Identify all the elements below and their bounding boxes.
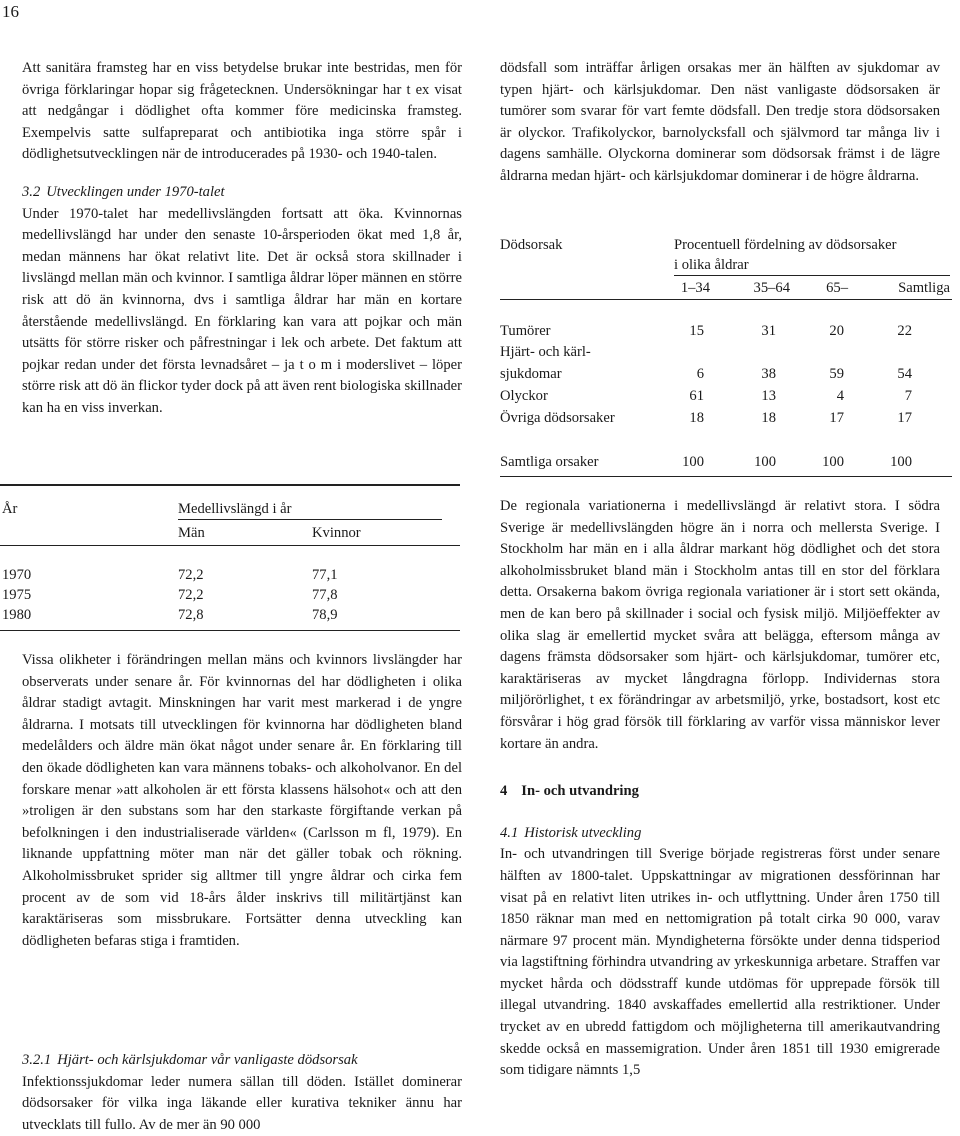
section-title: Historisk utveckling [524, 824, 642, 841]
row-value: 6 [696, 366, 704, 382]
left-column-lower [22, 650, 462, 952]
left-column-bottom [22, 1050, 462, 1136]
row-value: 100 [890, 454, 912, 470]
section-heading-3-2 [22, 182, 462, 204]
row-value: 18 [689, 410, 704, 426]
row-value: 17 [897, 410, 912, 426]
section-heading-4-1 [500, 823, 940, 845]
row-value: 59 [829, 366, 844, 382]
row-value: 4 [836, 388, 844, 404]
right-column [500, 58, 940, 188]
row-men: 72,2 [178, 567, 204, 583]
row-women: 77,8 [312, 587, 338, 603]
row-value: 22 [897, 323, 912, 339]
row-value: 7 [904, 388, 912, 404]
row-cause: Tumörer [500, 323, 551, 339]
section-title: Utvecklingen under 1970-talet [46, 183, 225, 200]
section-heading-3-2-1 [22, 1050, 462, 1072]
row-cause: Övriga dödsorsaker [500, 410, 615, 426]
table-top-rule [0, 484, 460, 486]
page-number: 16 [2, 2, 19, 21]
row-value: 17 [829, 410, 844, 426]
row-men: 72,8 [178, 607, 204, 623]
left-column [22, 58, 462, 420]
row-value: 100 [822, 454, 844, 470]
col-header-age: 65– [826, 280, 848, 296]
row-value: 15 [689, 323, 704, 339]
left-paragraph-2: Under 1970-talet har medellivslängden fortsatt att öka. Kvinnornas medellivslängd har under den senaste 10-årsperioden ökat med 1,8 år, medan männens har ökat relativt lite. Det är också stora skillnader i livslängd mellan män och kvinnor. I samtliga åldrar löper männen en större risk att dö än kvinnorna, dvs i samtliga åldrar har män en kortare återstående medellivslängd. En förklaring kan vara att pojkar och män utsätts för större risker och påfrestningar i lek och arbete. Det faktum att pojkar redan under det första levnadsåret – ja t o m i moderslivet – löper större risk att dö än flickor tyder dock på att även rent biologiska skillnader kan ha en viss inverkan. [22, 205, 462, 416]
row-women: 77,1 [312, 567, 338, 583]
row-year: 1970 [2, 567, 32, 583]
row-value: 38 [761, 366, 776, 382]
row-value: 100 [754, 454, 776, 470]
table-header-rule [0, 545, 460, 546]
row-value: 31 [761, 323, 776, 339]
col-header-cause: Dödsorsak [500, 237, 563, 253]
table-bottom-rule [500, 476, 952, 477]
table-header-rule [500, 299, 952, 300]
row-cause: Samtliga orsaker [500, 454, 599, 470]
section-title: In- och utvandring [521, 783, 639, 800]
row-cause: sjukdomar [500, 366, 562, 382]
section-number: 4.1 [500, 824, 519, 841]
col-header-total: Samtliga [898, 280, 950, 296]
right-paragraph-1: dödsfall som inträffar årligen orsakas mer än hälften av sjukdomar av typen hjärt- och kärlsjukdomar. Den näst vanligaste dödsorsaken är tumörer som svarar för vart femte dödsfall. Den tredje stora dödsorsaken är olyckor. Trafikolyckor, barnolycksfall och självmord tar många liv i dagens samhälle. Olyckorna dominerar som dödsorsak främst i de lägre åldrarna medan hjärt- och kärlsjukdomar dominerar i de högre åldrarna. [500, 60, 940, 184]
row-value: 13 [761, 388, 776, 404]
row-value: 18 [761, 410, 776, 426]
row-year: 1980 [2, 607, 32, 623]
right-column-lower [500, 496, 940, 1082]
col-header-distribution-line2: i olika åldrar [674, 257, 749, 273]
row-year: 1975 [2, 587, 32, 603]
group-header-rule [674, 275, 950, 276]
left-paragraph-1: Att sanitära framsteg har en viss betydelse brukar inte bestridas, men för övriga förklaringar hopar sig frågetecknen. Undersökningar har t ex visat att nedgångar i dödlighet ofta kommer före medicinska framsteg. Exempelvis satte sulfapreparat och antibiotika inga större spår i dödlighetsutvecklingen när de introducerades på 1930- och 1940-talen. [22, 60, 462, 163]
section-heading-4 [500, 781, 940, 803]
col-header-age: 1–34 [680, 280, 710, 296]
row-women: 78,9 [312, 607, 338, 623]
row-value: 54 [897, 366, 912, 382]
row-men: 72,2 [178, 587, 204, 603]
right-paragraph-2: De regionala variationerna i medellivslängd är relativt stora. I södra Sverige är medellivslängden högre än i norra och mellersta Sverige. I Stockholm har män en i alla åldrar markant hög dödlighet och det stora alkoholmissbruket bland män i Stockholm antas till en stor del förklara detta. Orsakerna bakom övriga regionala variationer är i stort sett okända, men de kan bero på skillnader i social och fysisk miljö. Miljöeffekter av olika slag är emellertid mycket svåra att belägga, eftersom många av dagens främsta dödsorsaker som hjärt- och kärlsjukdomar, tumörer etc, karaktäriseras av mycket långdragna förlopp. Individernas stora miljörörlighet, t ex förändringar av arbetsmiljö, yrke, bostadsort, kost etc försvårar i hög grad försök till förklaring av varför vissa människor lever kortare än andra. [500, 498, 940, 752]
section-title: Hjärt- och kärlsjukdomar vår vanligaste dödsorsak [57, 1052, 358, 1068]
col-header-life-expectancy: Medellivslängd i år [178, 501, 292, 517]
table-bottom-rule [0, 630, 460, 631]
left-paragraph-4: Infektionssjukdomar leder numera sällan till döden. Istället dominerar dödsorsaker för vilka inga läkande eller kurativa tekniker ännu har utvecklats till fullo. Av de mer än 90 000 [22, 1073, 462, 1133]
row-cause: Hjärt- och kärl- [500, 344, 591, 360]
row-value: 100 [682, 454, 704, 470]
section-number: 3.2.1 [22, 1052, 52, 1068]
section-number: 3.2 [22, 183, 41, 200]
right-paragraph-3: In- och utvandringen till Sverige började registreras först under senare hälften av 1800-talet. Uppskattningar av migrationen dessförinnan har visat på en relativt liten utrikes in- och utflyttning. Under åren 1750 till 1850 räknar man med en nettomigration på totalt cirka 90 000, varav närmare 97 procent män. Myndigheterna försökte under denna tidsperiod via lagstiftning förhindra utvandring av yrkeskunniga arbetare. Straffen var mycket hårda och dödsstraff kunde utdömas för upprepade försök till illegal utvandring. 1840 avskaffades emellertid alla restriktioner. Under trycket av en ubredd fattigdom och möjligheterna till amerikautvandring skedde också en massemigration. Under åren 1851 till 1930 emigrerade som tidigare nämnts 1,5 [500, 846, 940, 1079]
col-header-men: Män [178, 525, 205, 541]
group-header-rule [178, 519, 442, 520]
col-header-distribution: Procentuell fördelning av dödsorsaker [674, 237, 897, 253]
section-number: 4 [500, 783, 508, 800]
col-header-year: År [2, 501, 18, 517]
row-value: 20 [829, 323, 844, 339]
col-header-women: Kvinnor [312, 525, 361, 541]
row-cause: Olyckor [500, 388, 548, 404]
left-paragraph-3: Vissa olikheter i förändringen mellan mäns och kvinnors livslängder har observerats under senare år. För kvinnornas del har dödligheten i olika åldrar stadigt avtagit. Minskningen har varit mest markerad i de yngre åldrarna. I motsats till utvecklingen för kvinnorna har dödligheten bland medelålders och äldre män ökat något under senare år. En förklaring till den ökade dödligheten kan vara männens tobaks- och alkoholvanor. En del forskare menar »att alkoholen är ett första klassens hälsohot« och att den »troligen är den substans som har den starkaste förgiftande verkan på befolkningen i den industrialiserade världen« (Carlsson m fl, 1979). En liknande uppfattning möter man när det gäller tobak och rökning. Alkoholmissbruket sprider sig alltmer till yngre åldrar och cirka fem procent av de som vid 18-års ålder inskrivs till militärtjänst kan karaktäriseras som missbrukare. Fortsätter denna utveckling kan dödligheten befaras stiga i framtiden. [22, 652, 462, 949]
row-value: 61 [689, 388, 704, 404]
col-header-age: 35–64 [753, 280, 790, 296]
